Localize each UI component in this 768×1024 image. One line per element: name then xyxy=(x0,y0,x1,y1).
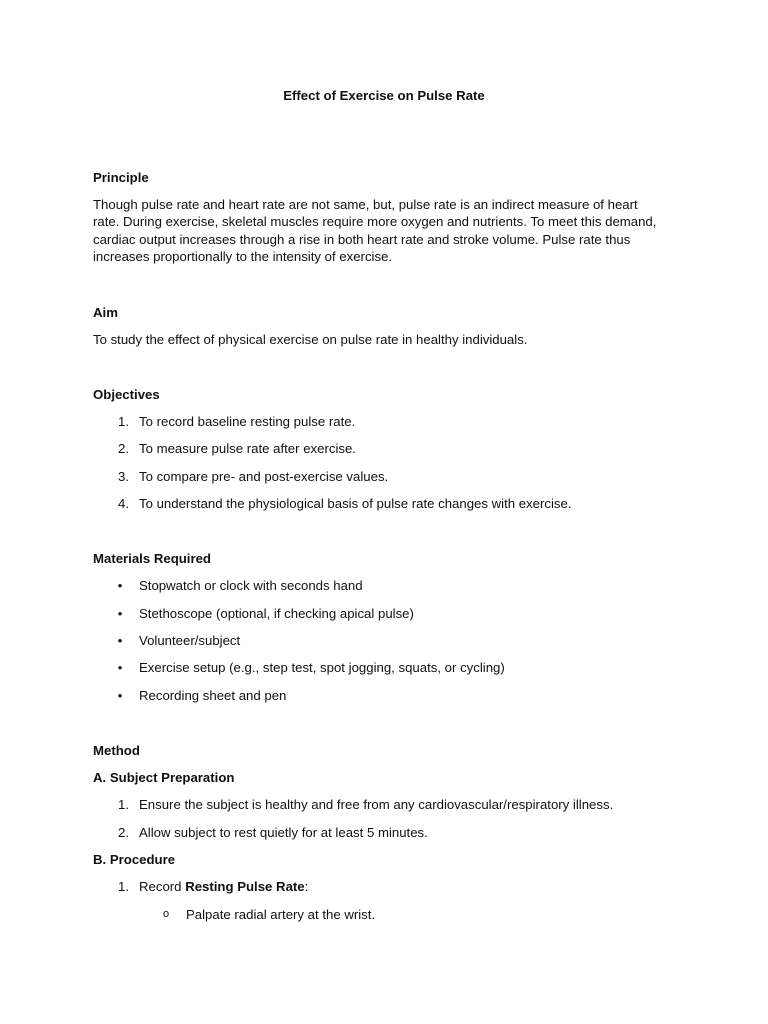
preparation-item: Ensure the subject is healthy and free from any cardiovascular/respiratory illness. xyxy=(139,797,614,812)
materials-heading: Materials Required xyxy=(93,551,211,566)
list-item-number: 2. xyxy=(118,441,129,456)
procedure-item-bold: Resting Pulse Rate xyxy=(185,879,305,894)
method-heading: Method xyxy=(93,743,140,758)
objective-item: To compare pre- and post-exercise values. xyxy=(139,469,389,484)
list-item-number: 1. xyxy=(118,414,129,429)
bullet-icon: • xyxy=(117,606,123,621)
bullet-icon: • xyxy=(117,660,123,675)
aim-text: To study the effect of physical exercise on pulse rate in healthy individuals. xyxy=(93,332,528,347)
material-item: Volunteer/subject xyxy=(139,633,241,648)
material-item: Stethoscope (optional, if checking apical pulse) xyxy=(139,606,414,621)
objective-item: To record baseline resting pulse rate. xyxy=(139,414,356,429)
list-item-number: 1. xyxy=(118,797,129,812)
bullet-icon: • xyxy=(117,578,123,593)
document-title: Effect of Exercise on Pulse Rate xyxy=(283,88,485,103)
list-item-number: 1. xyxy=(118,879,129,894)
procedure-item-prefix: Record xyxy=(139,879,186,894)
objective-item: To measure pulse rate after exercise. xyxy=(139,441,356,456)
bullet-icon: • xyxy=(117,633,123,648)
material-item: Exercise setup (e.g., step test, spot jogging, squats, or cycling) xyxy=(139,660,505,675)
procedure-subitem: Palpate radial artery at the wrist. xyxy=(186,907,376,922)
procedure-heading: B. Procedure xyxy=(93,852,176,867)
list-item-number: 2. xyxy=(118,825,129,840)
material-item: Recording sheet and pen xyxy=(139,688,287,703)
bullet-icon: • xyxy=(117,688,123,703)
subject-preparation-heading: A. Subject Preparation xyxy=(93,770,235,785)
circle-bullet-icon: o xyxy=(162,908,170,920)
list-item-number: 4. xyxy=(118,496,129,511)
preparation-item: Allow subject to rest quietly for at least 5 minutes. xyxy=(139,825,428,840)
objectives-heading: Objectives xyxy=(93,387,160,402)
list-item-number: 3. xyxy=(118,469,129,484)
procedure-item xyxy=(139,878,308,895)
material-item: Stopwatch or clock with seconds hand xyxy=(139,578,363,593)
objective-item: To understand the physiological basis of pulse rate changes with exercise. xyxy=(139,496,572,511)
procedure-item-suffix: : xyxy=(304,879,309,894)
aim-heading: Aim xyxy=(93,305,118,320)
principle-heading: Principle xyxy=(93,170,149,185)
principle-text: Though pulse rate and heart rate are not same, but, pulse rate is an indirect measure of heart rate. During exercise, skeletal muscles require more oxygen and nutrients. To meet this demand, cardiac output increases through a rise in both heart rate and stroke volume. Pulse rate thus increases proportionally to the intensity of exercise. xyxy=(93,197,657,265)
